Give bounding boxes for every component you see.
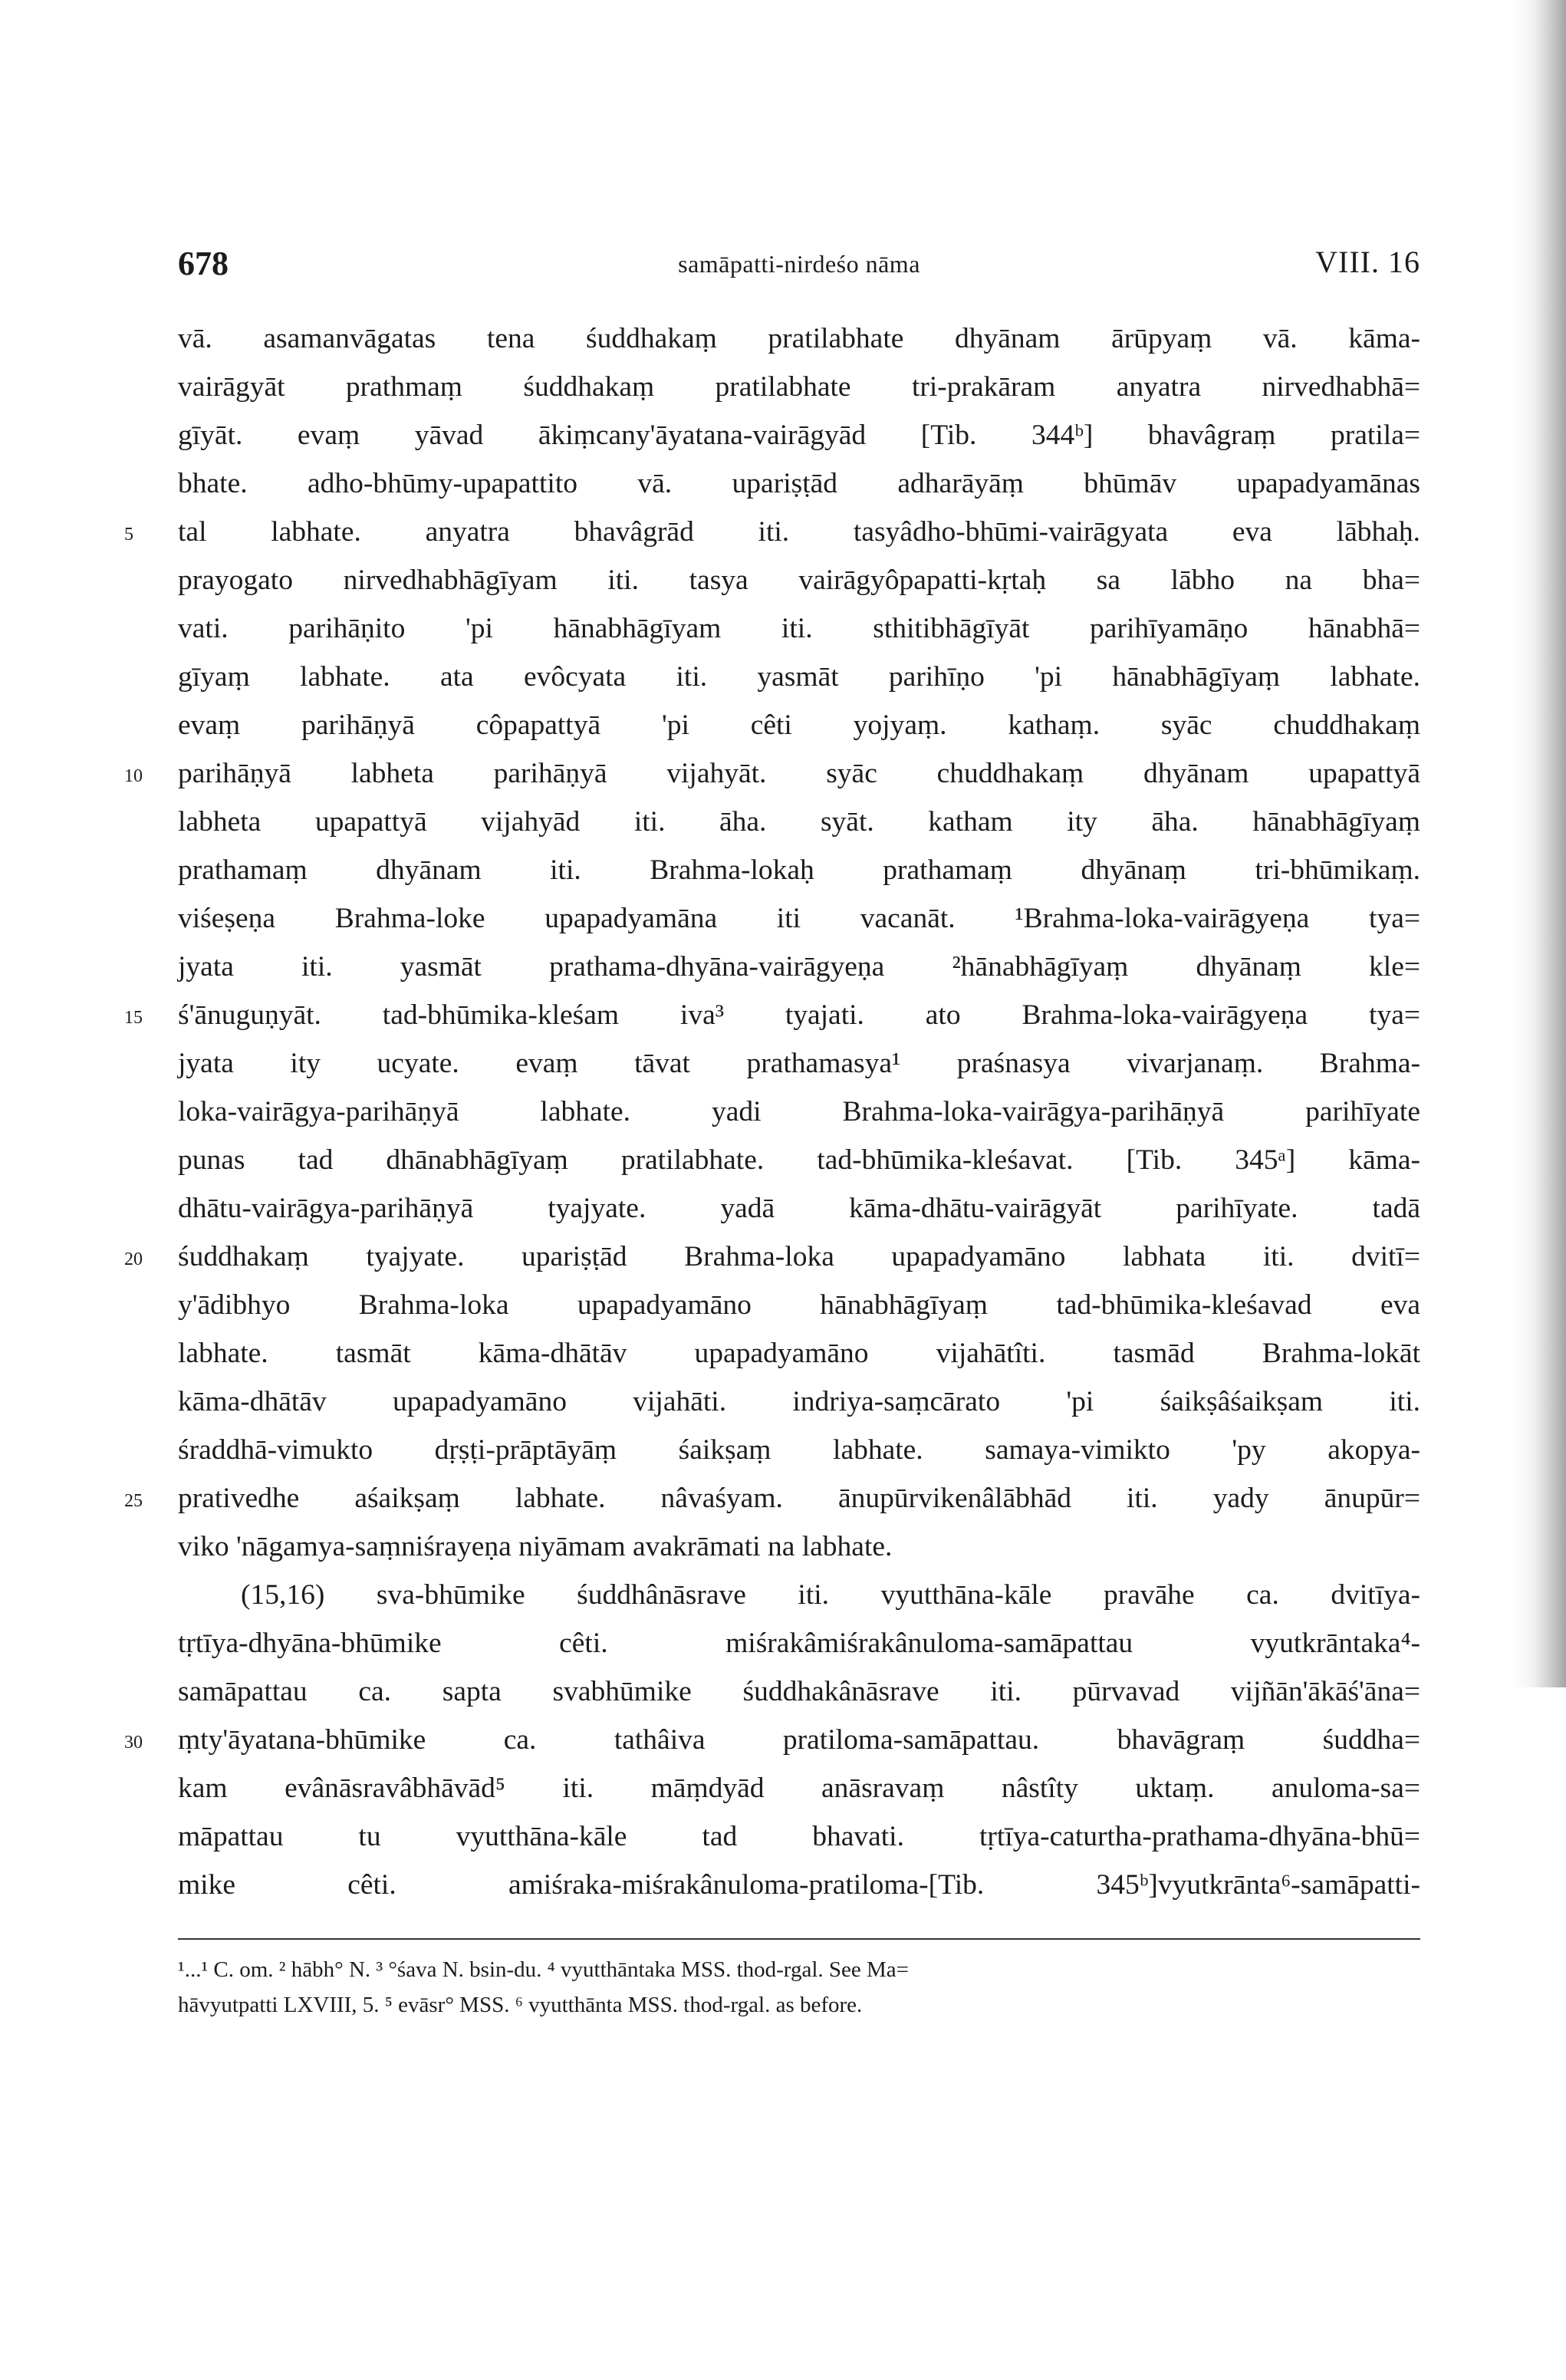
text-line [124, 508, 1420, 556]
line-text: dhātu-vairāgya-parihāṇyā tyajyate. yadā kāma-dhātu-vairāgyāt parihīyate. tadā [178, 1193, 1420, 1224]
text-line [178, 701, 1420, 749]
text-line [178, 314, 1420, 363]
footnote-line: hāvyutpatti LXVIII, 5. ⁵ evāsr° MSS. ⁶ vyutthānta MSS. thod-rgal. as before. [178, 1993, 863, 2017]
text-line [178, 1329, 1420, 1378]
line-number: 20 [124, 1249, 143, 1269]
line-text: viko 'nāgamya-saṃniśrayeṇa niyāmam avakrāmati na labhate. [178, 1531, 893, 1562]
text-line [178, 846, 1420, 894]
text-line [178, 894, 1420, 943]
line-text: śuddhakaṃ tyajyate. upariṣṭād Brahma-loka upapadyamāno labhata iti. dvitī= [178, 1241, 1420, 1272]
text-line [178, 1764, 1420, 1812]
text-line [124, 749, 1420, 798]
line-text: gīyāt. evaṃ yāvad ākiṃcany'āyatana-vairāgyād [Tib. 344ᵇ] bhavâgraṃ pratila= [178, 420, 1420, 451]
line-text: māpattau tu vyutthāna-kāle tad bhavati. tṛtīya-caturtha-prathama-dhyāna-bhū= [178, 1821, 1420, 1852]
text-line [178, 1136, 1420, 1184]
text-line [178, 1667, 1420, 1716]
line-text: jyata ity ucyate. evaṃ tāvat prathamasya¹ praśnasya vivarjanaṃ. Brahma- [178, 1048, 1420, 1079]
line-text: kam evânāsravâbhāvād⁵ iti. māṃdyād anāsravaṃ nâstîty uktaṃ. anuloma-sa= [178, 1773, 1420, 1804]
footnote-divider [178, 1938, 1420, 1940]
line-text: gīyaṃ labhate. ata evôcyata iti. yasmāt parihīṇo 'pi hānabhāgīyaṃ labhate. [178, 661, 1420, 693]
text-line [178, 363, 1420, 411]
text-line [124, 991, 1420, 1039]
line-text: vairāgyāt prathmaṃ śuddhakaṃ pratilabhate tri-prakāram anyatra nirvedhabhā= [178, 371, 1420, 403]
text-line [178, 604, 1420, 653]
line-text: y'ādibhyo Brahma-loka upapadyamāno hānabhāgīyaṃ tad-bhūmika-kleśavad eva [178, 1289, 1420, 1321]
text-line [178, 1426, 1420, 1474]
text-line [124, 1474, 1420, 1522]
text-line [124, 1716, 1420, 1764]
line-text: prayogato nirvedhabhāgīyam iti. tasya vairāgyôpapatti-kṛtaḥ sa lābho na bha= [178, 565, 1420, 596]
section-reference: VIII. 16 [1315, 245, 1420, 279]
footnote-line: ¹...¹ C. om. ² hābh° N. ³ °śava N. bsin-du. ⁴ vyutthāntaka MSS. thod-rgal. See Ma= [178, 1957, 910, 1982]
line-text: ś'ānuguṇyāt. tad-bhūmika-kleśam iva³ tyajati. ato Brahma-loka-vairāgyeṇa tya= [178, 999, 1420, 1031]
text-line [178, 943, 1420, 991]
line-text: labhate. tasmāt kāma-dhātāv upapadyamāno vijahātîti. tasmād Brahma-lokāt [178, 1338, 1420, 1369]
text-line [178, 1861, 1420, 1909]
text-line [178, 798, 1420, 846]
text-line [178, 1184, 1420, 1233]
line-text: jyata iti. yasmāt prathama-dhyāna-vairāgyeṇa ²hānabhāgīyaṃ dhyānaṃ kle= [178, 951, 1420, 983]
page-header [178, 244, 1420, 290]
line-number: 30 [124, 1733, 143, 1753]
line-text: loka-vairāgya-parihāṇyā labhate. yadi Brahma-loka-vairāgya-parihāṇyā parihīyate [178, 1096, 1420, 1127]
text-line [178, 1571, 1420, 1619]
line-text: punas tad dhānabhāgīyaṃ pratilabhate. tad-bhūmika-kleśavat. [Tib. 345ᵃ] kāma- [178, 1144, 1420, 1176]
line-text: evaṃ parihāṇyā côpapattyā 'pi cêti yojyaṃ. kathaṃ. syāc chuddhakaṃ [178, 709, 1420, 741]
text-line [178, 1378, 1420, 1426]
line-text: mike cêti. amiśraka-miśrakânuloma-pratiloma-[Tib. 345ᵇ]vyutkrānta⁶-samāpatti- [178, 1869, 1420, 1901]
text-line [178, 653, 1420, 701]
text-line [178, 1281, 1420, 1329]
line-text: śraddhā-vimukto dṛṣṭi-prāptāyāṃ śaikṣaṃ labhate. samaya-vimikto 'py akopya- [178, 1434, 1420, 1466]
line-number: 10 [124, 766, 143, 786]
line-number: 5 [124, 525, 133, 545]
line-text: tṛtīya-dhyāna-bhūmike cêti. miśrakâmiśrakânuloma-samāpattau vyutkrāntaka⁴- [178, 1628, 1420, 1659]
footnotes [178, 1952, 1420, 2023]
text-line [178, 1522, 1420, 1571]
text-line [178, 411, 1420, 459]
line-number: 15 [124, 1008, 143, 1028]
line-text: prativedhe aśaikṣaṃ labhate. nâvaśyam. ānupūrvikenâlābhād iti. yady ānupūr= [178, 1483, 1420, 1514]
line-text: parihāṇyā labheta parihāṇyā vijahyāt. syāc chuddhakaṃ dhyānam upapattyā [178, 758, 1420, 789]
line-text: samāpattau ca. sapta svabhūmike śuddhakânāsrave iti. pūrvavad vijñān'ākāś'āna= [178, 1676, 1420, 1707]
text-line [124, 1233, 1420, 1281]
line-text: labheta upapattyā vijahyād iti. āha. syāt. katham ity āha. hānabhāgīyaṃ [178, 806, 1420, 838]
page-number: 678 [178, 245, 229, 282]
line-text: vati. parihāṇito 'pi hānabhāgīyam iti. sthitibhāgīyāt parihīyamāṇo hānabhā= [178, 613, 1420, 644]
text-line [178, 1812, 1420, 1861]
line-text: tal labhate. anyatra bhavâgrād iti. tasyâdho-bhūmi-vairāgyata eva lābhaḥ. [178, 516, 1420, 548]
line-text: vā. asamanvāgatas tena śuddhakaṃ pratilabhate dhyānam ārūpyaṃ vā. kāma- [178, 323, 1420, 354]
line-text: ṃty'āyatana-bhūmike ca. tathâiva pratiloma-samāpattau. bhavāgraṃ śuddha= [178, 1724, 1420, 1756]
text-line [178, 1088, 1420, 1136]
line-text: kāma-dhātāv upapadyamāno vijahāti. indriya-saṃcārato 'pi śaikṣâśaikṣam iti. [178, 1386, 1420, 1417]
body-text [124, 314, 1420, 1909]
text-line [178, 1619, 1420, 1667]
line-text: (15,16) sva-bhūmike śuddhânāsrave iti. vyutthāna-kāle pravāhe ca. dvitīya- [241, 1579, 1420, 1611]
line-text: bhate. adho-bhūmy-upapattito vā. upariṣṭād adharāyāṃ bhūmāv upapadyamānas [178, 468, 1420, 499]
line-text: prathamaṃ dhyānam iti. Brahma-lokaḥ prathamaṃ dhyānaṃ tri-bhūmikaṃ. [178, 854, 1420, 886]
line-text: viśeṣeṇa Brahma-loke upapadyamāna iti vacanāt. ¹Brahma-loka-vairāgyeṇa tya= [178, 903, 1420, 934]
line-number: 25 [124, 1491, 143, 1511]
running-title: samāpatti-nirdeśo nāma [678, 250, 920, 278]
scan-shadow-edge [1512, 0, 1566, 1687]
text-line [178, 556, 1420, 604]
text-line [178, 1039, 1420, 1088]
text-line [178, 459, 1420, 508]
